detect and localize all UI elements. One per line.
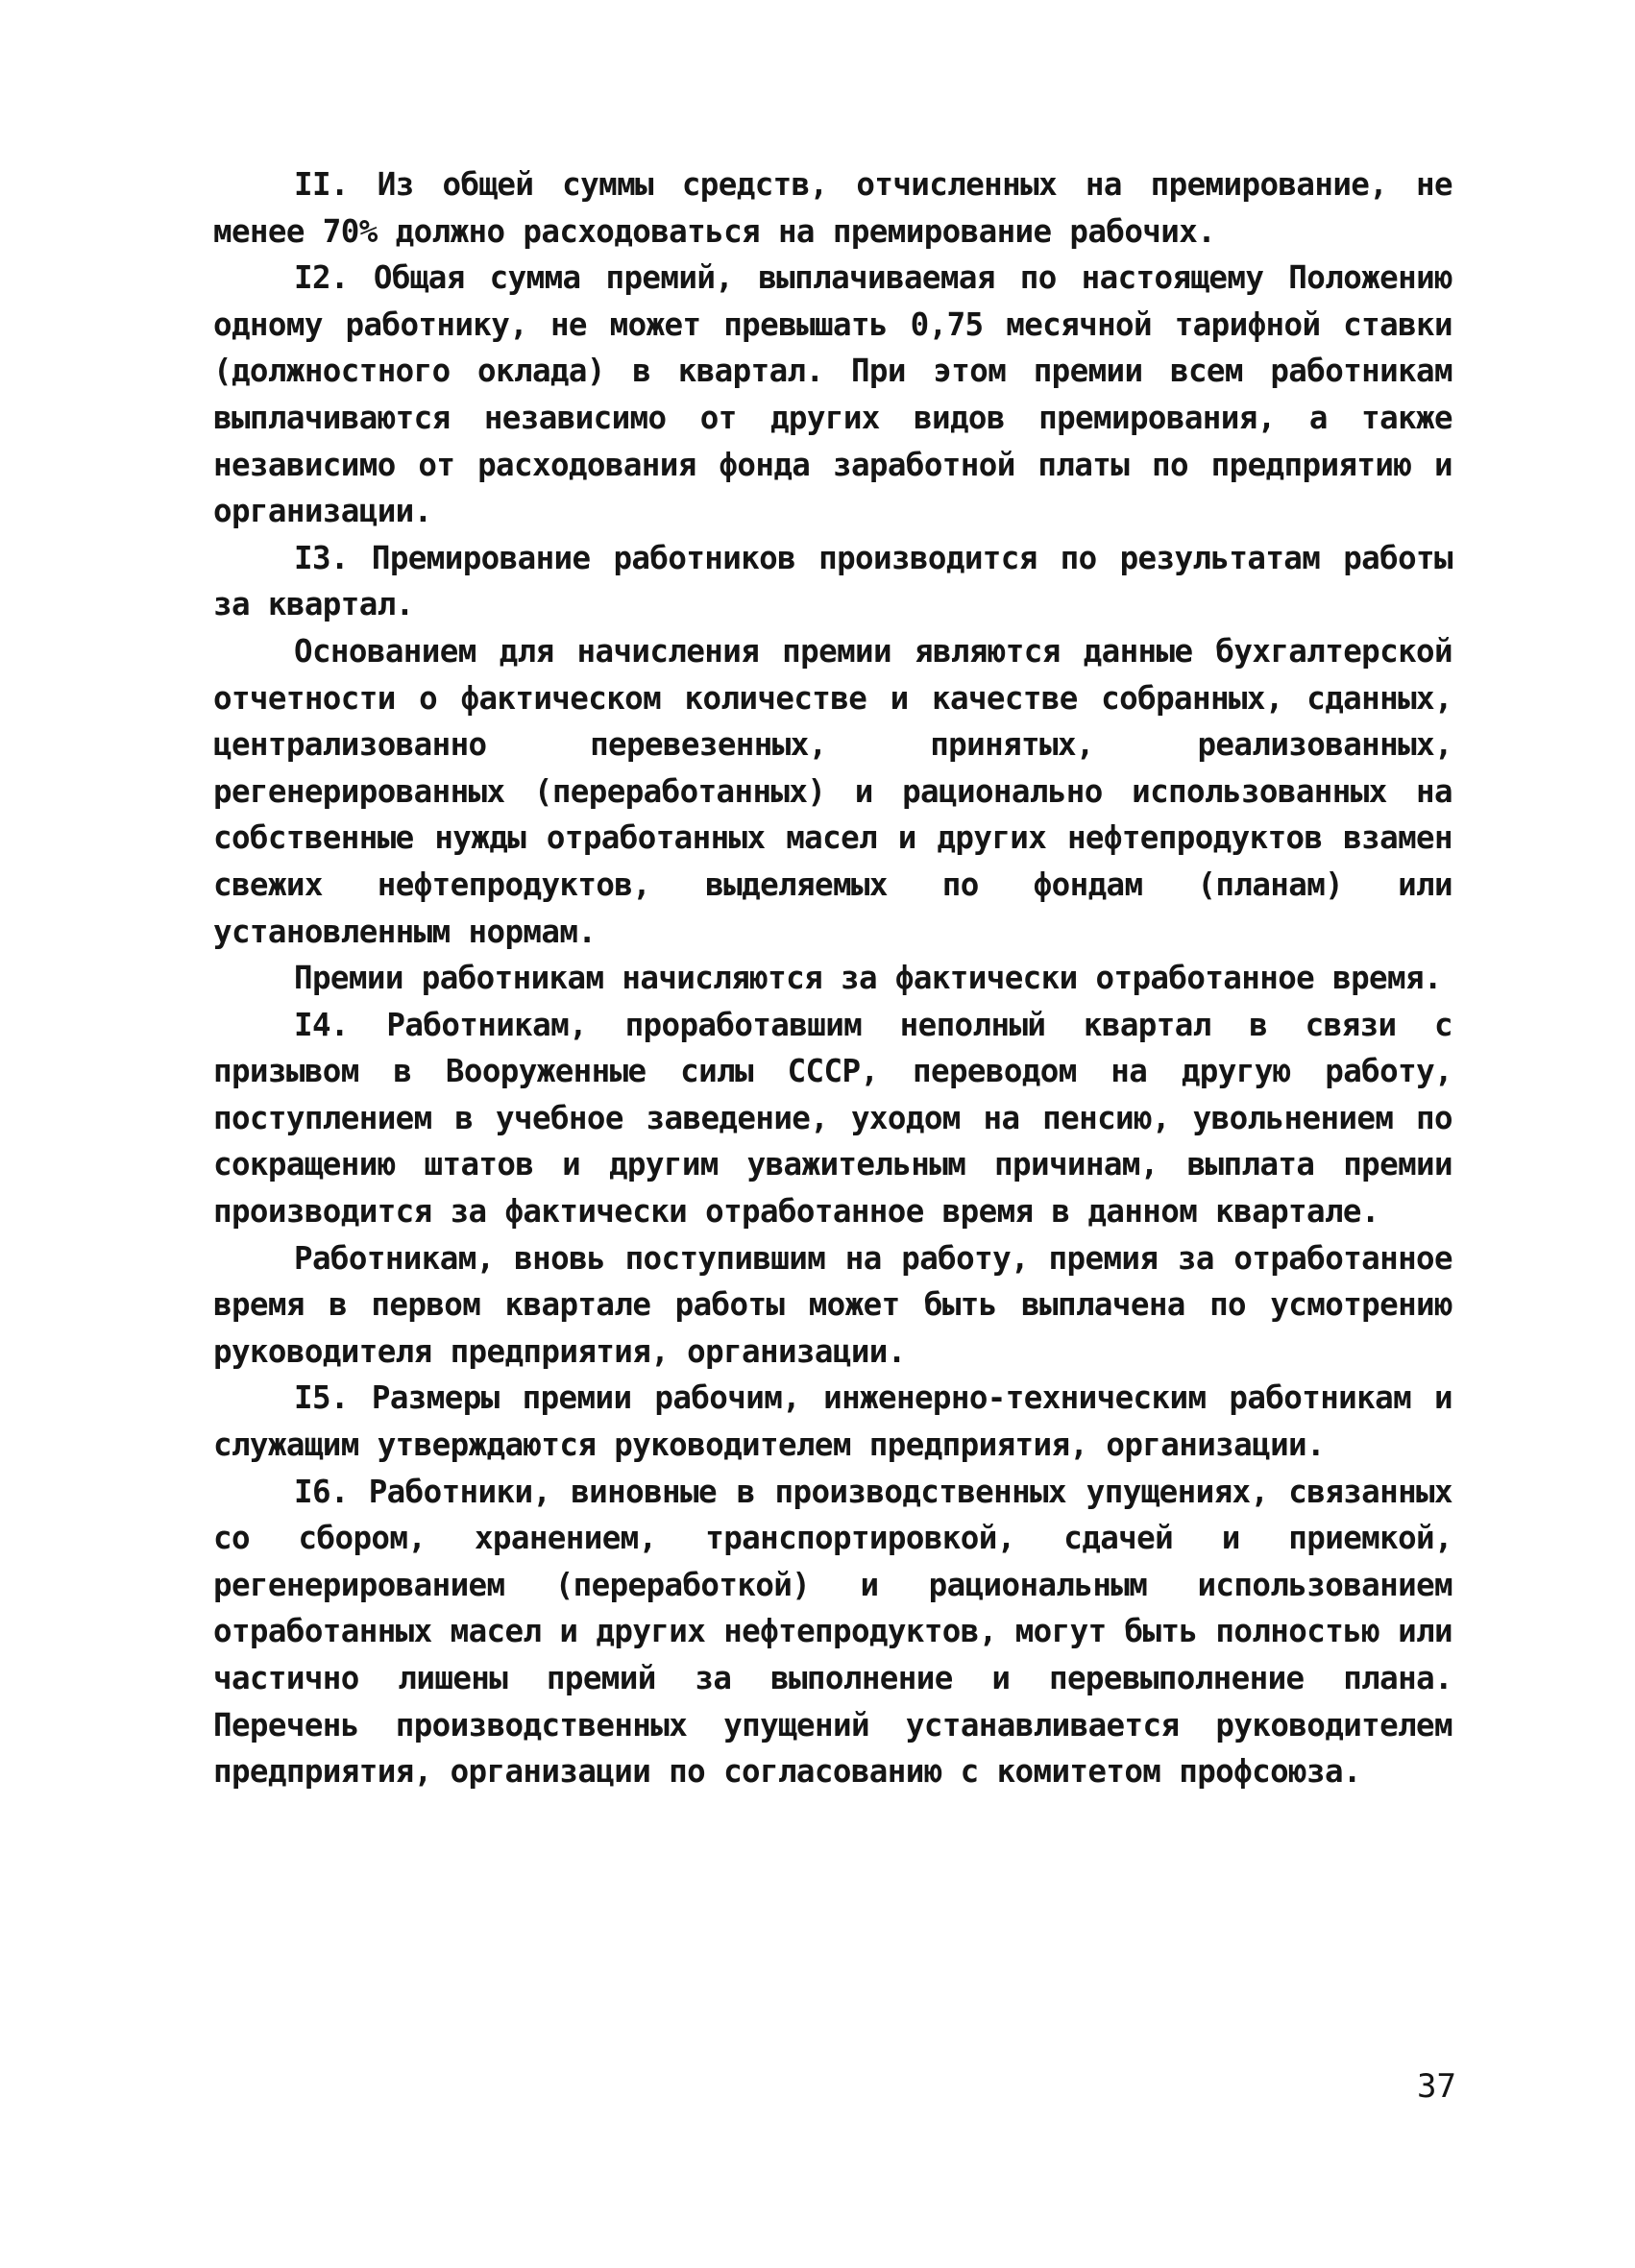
paragraph-13-basis: Основанием для начисления премии являются данные бухгалтерской отчетности о фактическом количестве и качестве собранных, сданных, централизованно перевезенных, принятых, реализованных, регенерированных (переработанных) и рационально использованных на собственные нужды отработанных масел и других нефтепродуктов взамен свежих нефтепродуктов, выделяемых по фондам (планам) или установленным нормам. <box>213 632 1452 950</box>
paragraph-13-time: Премии работникам начисляются за фактически отработанное время. <box>294 960 1442 997</box>
paragraph-15: I5. Размеры премии рабочим, инженерно-техническим работникам и служащим утверждаются руководителем предприятия, организации. <box>213 1379 1452 1464</box>
paragraph-14-new-employees: Работникам, вновь поступившим на работу, премия за отработанное время в первом квартале работы может быть выплачена по усмотрению руководителя предприятия, организации. <box>213 1239 1452 1370</box>
paragraph-13: I3. Премирование работников производится по результатам работы за квартал. <box>213 539 1452 623</box>
paragraph-12: I2. Общая сумма премий, выплачиваемая по настоящему Положению одному работнику, не может превышать 0,75 месячной тарифной ставки (должностного оклада) в квартал. При этом премии всем работникам выплачиваются независимо от других видов премирования, а также независимо от расходования фонда заработной платы по предприятию и организации. <box>213 259 1452 530</box>
paragraph-11: II. Из общей суммы средств, отчисленных на премирование, не менее 70% должно расходоваться на премирование рабочих. <box>213 166 1452 250</box>
page-number: 37 <box>1417 2067 1456 2106</box>
paragraph-14: I4. Работникам, проработавшим неполный квартал в связи с призывом в Вооруженные силы СССР, переводом на другую работу, поступлением в учебное заведение, уходом на пенсию, увольнением по сокращению штатов и другим уважительным причинам, выплата премии производится за фактически отработанное время в данном квартале. <box>213 1006 1452 1231</box>
body-text <box>213 161 1452 1795</box>
paragraph-16: I6. Работники, виновные в производственных упущениях, связанных со сбором, хранением, транспортировкой, сдачей и приемкой, регенерированием (переработкой) и рациональным использованием отработанных масел и других нефтепродуктов, могут быть полностью или частично лишены премий за выполнение и перевыполнение плана. Перечень производственных упущений устанавливается руководителем предприятия, организации по согласованию с комитетом профсоюза. <box>213 1473 1452 1791</box>
